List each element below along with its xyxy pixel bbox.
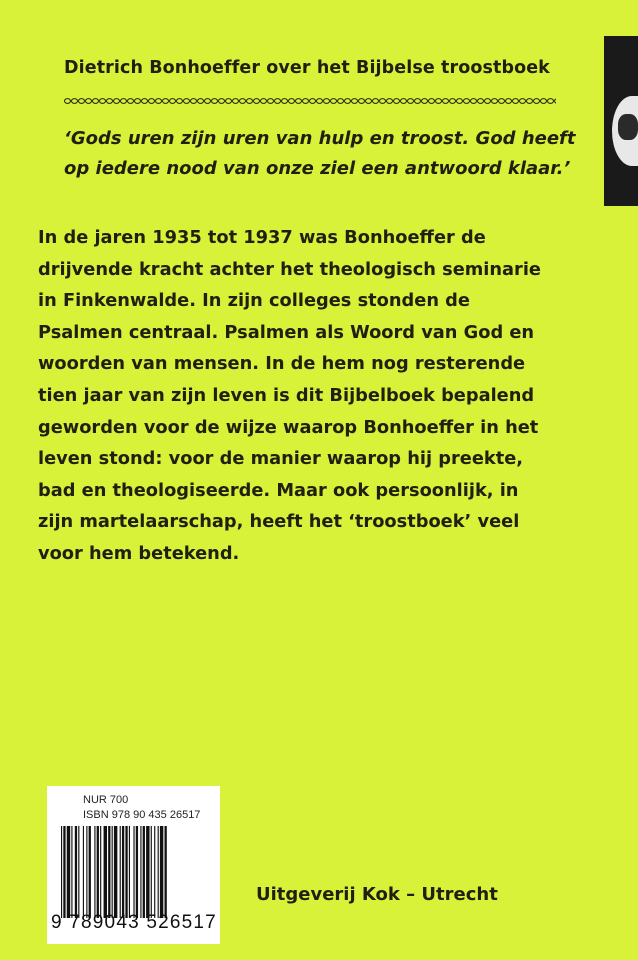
barcode-bar — [97, 826, 99, 918]
description-line: Psalmen centraal. Psalmen als Woord van God en — [38, 321, 535, 343]
barcode-bar — [75, 826, 77, 918]
description-paragraph — [38, 222, 598, 570]
barcode-bar — [158, 826, 159, 918]
barcode-bar — [146, 826, 149, 918]
barcode-bar — [71, 826, 72, 918]
description-line: zijn martelaarschap, heeft het ‘troostboek’ veel — [38, 511, 520, 533]
barcode-bar — [129, 826, 130, 918]
barcode-bar — [154, 826, 155, 918]
description-line: in Finkenwalde. In zijn colleges stonden de — [38, 290, 470, 312]
barcode-bar — [151, 826, 152, 918]
description-line: bad en theologiseerde. Maar ook persoonlijk, in — [38, 479, 519, 501]
pull-quote — [64, 124, 584, 184]
barcode-bar — [114, 826, 117, 918]
barcode-bar — [143, 826, 145, 918]
isbn-number: ISBN 978 90 435 26517 — [83, 809, 201, 821]
barcode-panel — [47, 786, 220, 944]
barcode-bar — [112, 826, 113, 918]
barcode-bar — [86, 826, 87, 918]
barcode-bar — [63, 826, 65, 918]
cover-title: Dietrich Bonhoeffer over het Bijbelse troostboek — [64, 58, 550, 78]
barcode-bar — [120, 826, 121, 918]
barcode-bar — [94, 826, 95, 918]
nur-code: NUR 700 — [83, 794, 129, 806]
description-line: drijvende kracht achter het theologisch seminarie — [38, 258, 541, 280]
barcode-bar — [78, 826, 79, 918]
barcode-bar — [122, 826, 124, 918]
barcode-bar — [136, 826, 138, 918]
ornamental-divider — [64, 97, 556, 105]
barcode-bar — [140, 826, 141, 918]
author-photo-fragment — [604, 36, 638, 206]
description-line: woorden van mensen. In de hem nog resterende — [38, 353, 526, 375]
barcode-bar — [133, 826, 134, 918]
barcode-bar — [89, 826, 91, 918]
barcode-bar — [125, 826, 127, 918]
barcode-bars — [59, 826, 213, 918]
description-line: leven stond: voor de manier waarop hij preekte, — [38, 448, 524, 470]
description-line: In de jaren 1935 tot 1937 was Bonhoeffer de — [38, 227, 486, 248]
barcode-digits: 9 789043 526517 — [51, 912, 217, 933]
author-photo-shade — [618, 114, 638, 140]
barcode-bar — [160, 826, 163, 918]
barcode-bar — [104, 826, 107, 918]
quote-line: ‘Gods uren zijn uren van hulp en troost. God heeft — [64, 128, 576, 149]
barcode-bar — [67, 826, 70, 918]
barcode-bar — [83, 826, 84, 918]
description-line: voor hem betekend. — [38, 542, 240, 564]
description-line: geworden voor de wijze waarop Bonhoeffer in het — [38, 416, 539, 438]
publisher-line: Uitgeverij Kok – Utrecht — [256, 884, 498, 905]
quote-line: op iedere nood van onze ziel een antwoord klaar.’ — [64, 158, 571, 179]
barcode-bar — [100, 826, 101, 918]
barcode-bar — [165, 826, 167, 918]
barcode-bar — [108, 826, 110, 918]
barcode-bar — [61, 826, 62, 918]
description-line: tien jaar van zijn leven is dit Bijbelboek bepalend — [38, 384, 535, 406]
